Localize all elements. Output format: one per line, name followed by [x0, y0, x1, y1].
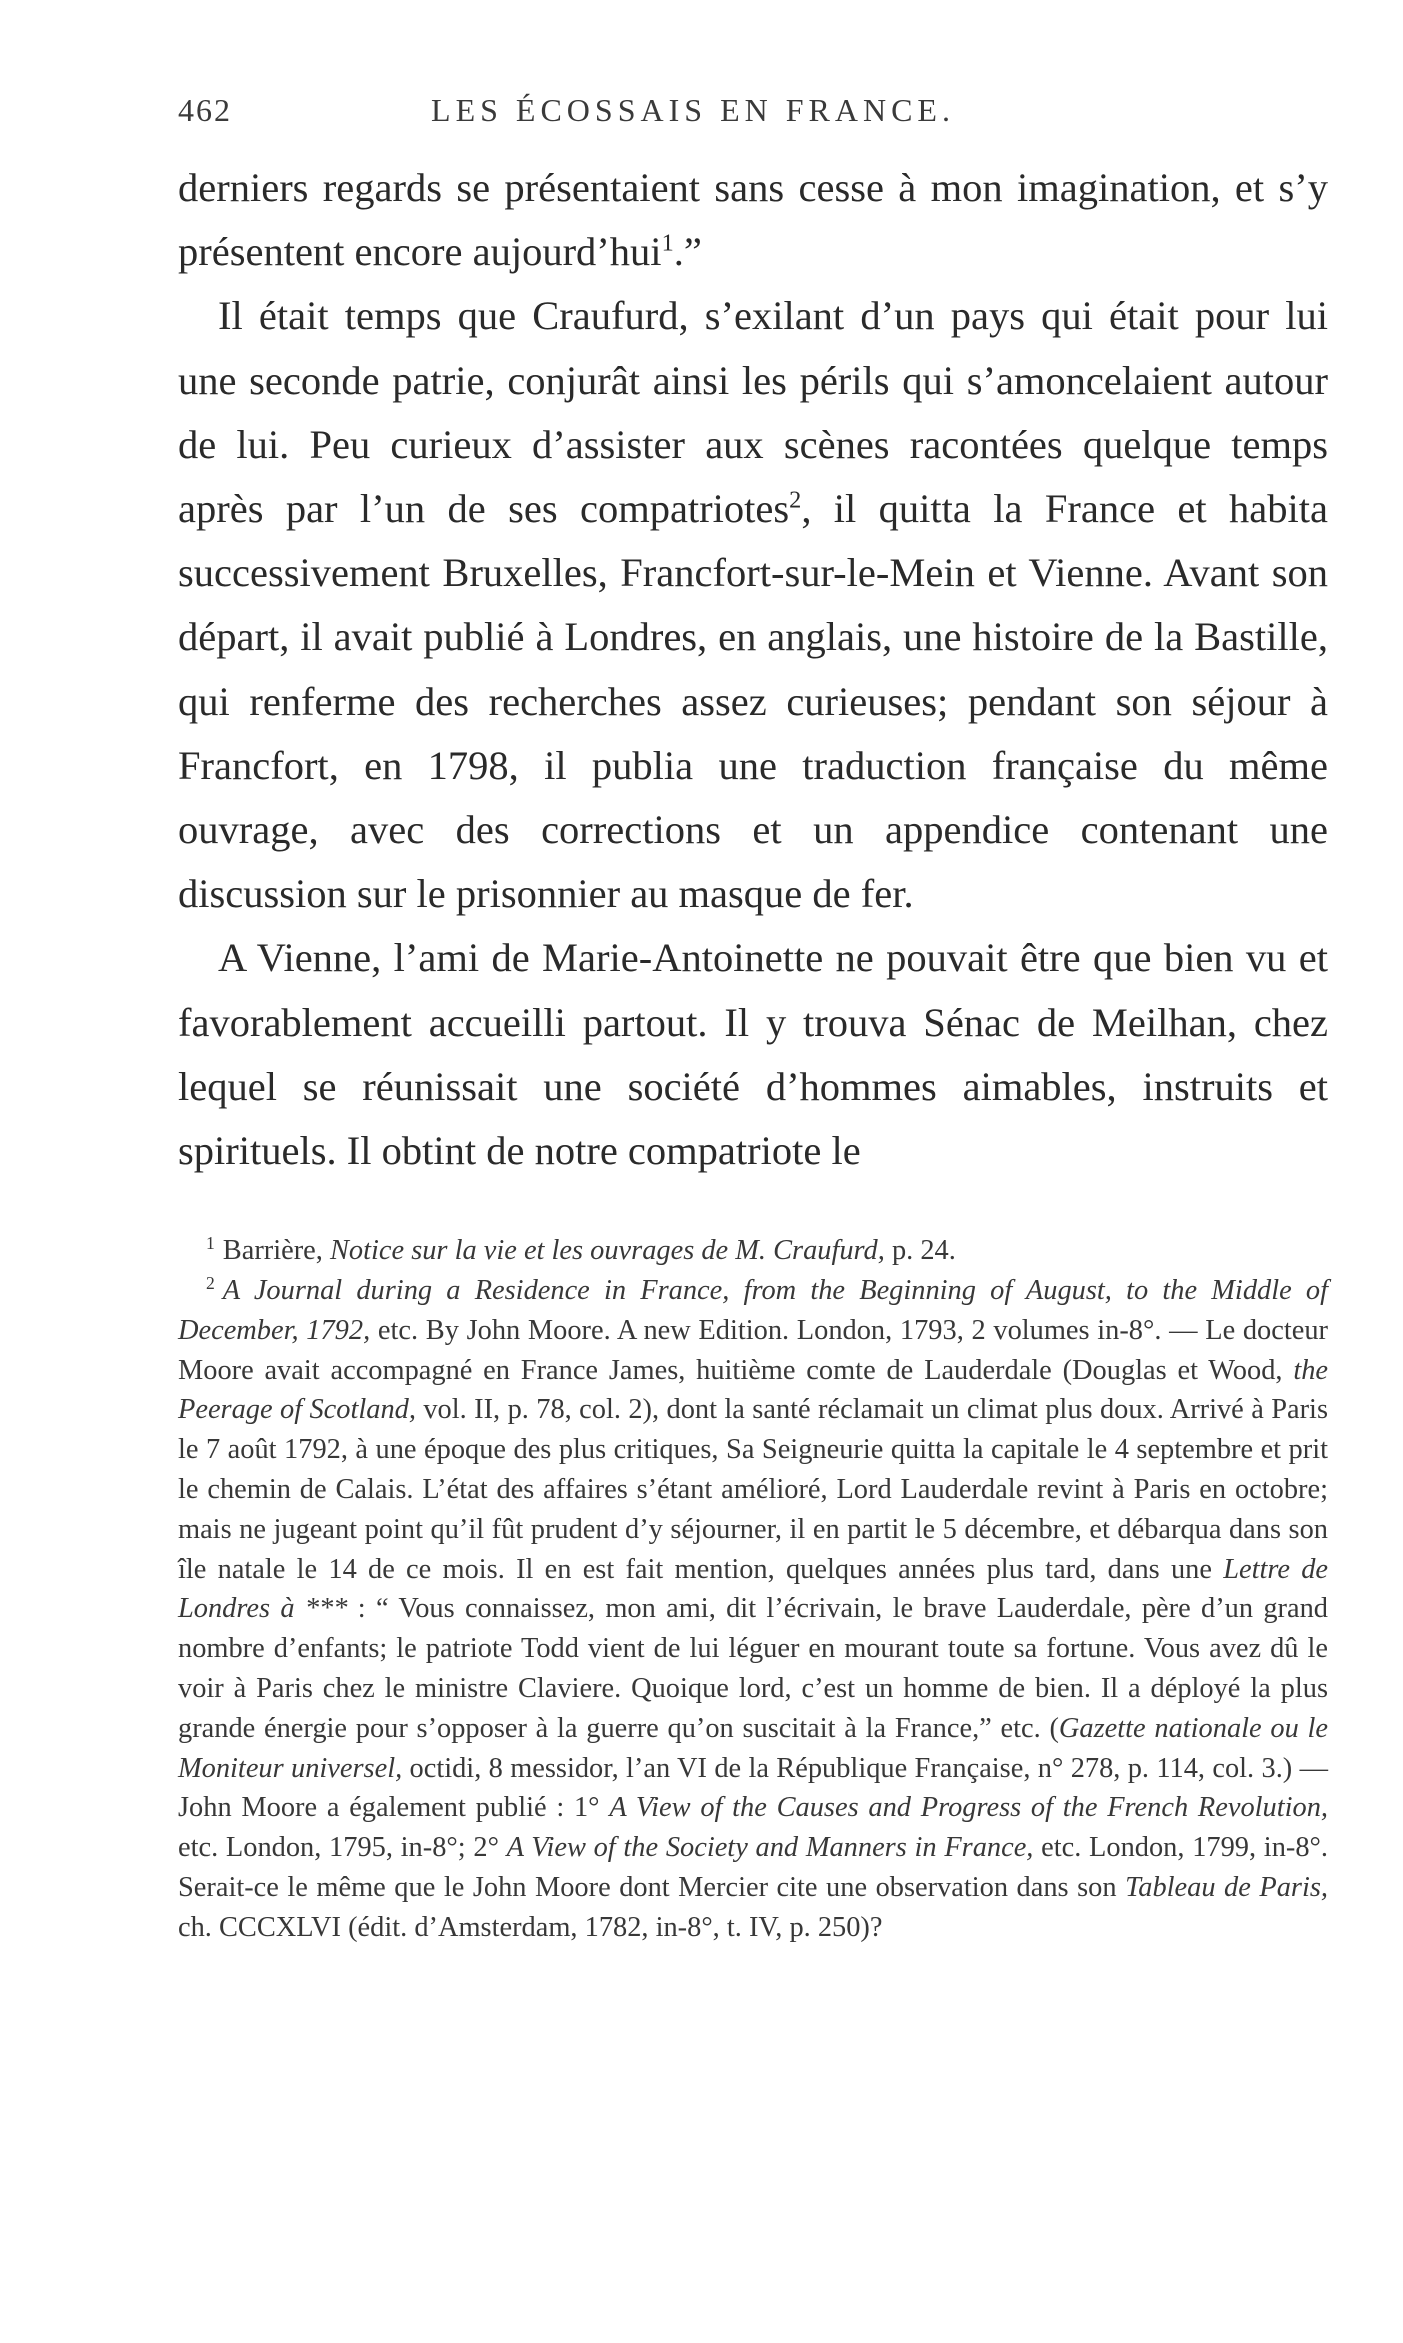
- footnote-1-text-a: Barrière,: [222, 1235, 330, 1267]
- book-page: [178, 92, 1328, 1948]
- running-title: LES ÉCOSSAIS EN FRANCE.: [431, 92, 955, 128]
- paragraph-1-closing: .”: [673, 229, 702, 275]
- footnote-2-seg-4: vol. II, p. 78, col. 2), dont la santé réclamait un climat plus doux. Arrivé à Paris le 7 août 1792, à une époque des plus critiques, Sa Seigneurie quitta la capitale le 4 septembre et prit le chemin de Calais. L’état des affaires s’étant amélioré, Lord Lauderdale revint à Paris en octobre; mais ne jugeant point qu’il fût prudent d’y séjourner, il en partit le 5 décembre, et débarqua dans son île natale le 14 de ce mois. Il en est fait mention, quelques années plus tard, dans une: [178, 1394, 1328, 1585]
- footnote-2-seg-1: A Journal during a Residence in France, from the Beginning of August, to the Middle of December, 1792,: [178, 1275, 1328, 1346]
- page-number: 462: [178, 92, 232, 128]
- paragraph-3: [178, 926, 1328, 1183]
- footnote-2-seg-2: etc. By John Moore. A new Edition. London, 1793, 2 volumes in-8°. — Le docteur Moore avait accompagné en France James, huitième comte de Lauderdale (Douglas et Wood,: [178, 1314, 1328, 1386]
- footnote-1: [178, 1231, 1328, 1271]
- footnote-2-marker: 2: [206, 1272, 215, 1293]
- footnote-1-marker: 1: [206, 1232, 215, 1253]
- footnote-2-seg-10: etc. London, 1795, in-8°; 2°: [178, 1832, 507, 1864]
- footnote-2-seg-9: A View of the Causes and Progress of the French Revolution,: [609, 1792, 1328, 1824]
- paragraph-1-text: derniers regards se présentaient sans cesse à mon imagination, et s’y présentent encore aujourd’hui: [178, 165, 1328, 275]
- footnote-1-title: Notice sur la vie et les ouvrages de M. Craufurd,: [329, 1235, 885, 1267]
- footnote-2-seg-3: the Peerage of Scotland,: [178, 1354, 1328, 1426]
- paragraph-2-text-a: Il était temps que Craufurd, s’exilant d’un pays qui était pour lui une seconde patrie, conjurât ainsi les périls qui s’amoncelaient autour de lui. Peu curieux d’assister aux scènes racontées quelque temps après par l’un de ses compatriotes: [178, 293, 1328, 532]
- footnote-2: [178, 1271, 1328, 1948]
- footnote-2-seg-11: A View of the Society and Manners in France,: [506, 1832, 1034, 1864]
- footnote-ref-2: 2: [789, 486, 802, 514]
- paragraph-2: [178, 284, 1328, 926]
- footnote-2-seg-12: etc. London, 1799, in-8°. Serait-ce le même que le John Moore dont Mercier cite une observation dans son: [178, 1832, 1328, 1903]
- main-text: [178, 156, 1328, 1183]
- paragraph-3-text: A Vienne, l’ami de Marie-Antoinette ne pouvait être que bien vu et favorablement accueilli partout. Il y trouva Sénac de Meilhan, chez lequel se réunissait une société d’hommes aimables, instruits et spirituels. Il obtint de notre compatriote le: [178, 935, 1328, 1174]
- footnotes: [178, 1231, 1328, 1947]
- footnote-2-seg-7: Gazette nationale ou le Moniteur universel,: [178, 1712, 1328, 1784]
- footnote-2-seg-8: octidi, 8 messidor, l’an VI de la République Française, n° 278, p. 114, col. 3.) — John Moore a également publié : 1°: [178, 1752, 1328, 1824]
- running-head: [178, 92, 1328, 140]
- footnote-2-seg-5: Lettre de Londres à ***: [178, 1553, 1328, 1625]
- footnote-2-seg-14: ch. CCCXLVI (édit. d’Amsterdam, 1782, in-8°, t. IV, p. 250)?: [178, 1911, 883, 1943]
- footnote-2-seg-6: : “ Vous connaissez, mon ami, dit l’écrivain, le brave Lauderdale, père d’un grand nombre d’enfants; le patriote Todd vient de lui léguer en mourant toute sa fortune. Vous avez dû le voir à Paris chez le ministre Claviere. Quoique lord, c’est un homme de bien. Il a déployé la plus grande énergie pour s’opposer à la guerre qu’on suscitait à la France,” etc. (: [178, 1593, 1328, 1744]
- footnote-ref-1: 1: [661, 229, 674, 257]
- paragraph-1: [178, 156, 1328, 284]
- footnote-1-text-c: p. 24.: [884, 1235, 956, 1267]
- footnote-2-seg-13: Tableau de Paris,: [1125, 1872, 1328, 1903]
- paragraph-2-text-b: , il quitta la France et habita successivement Bruxelles, Francfort-sur-le-Mein et Vienne. Avant son départ, il avait publié à Londres, en anglais, une histoire de la Bastille, qui renferme des recherches assez curieuses; pendant son séjour à Francfort, en 1798, il publia une traduction française du même ouvrage, avec des corrections et un appendice contenant une discussion sur le prisonnier au masque de fer.: [178, 486, 1328, 917]
